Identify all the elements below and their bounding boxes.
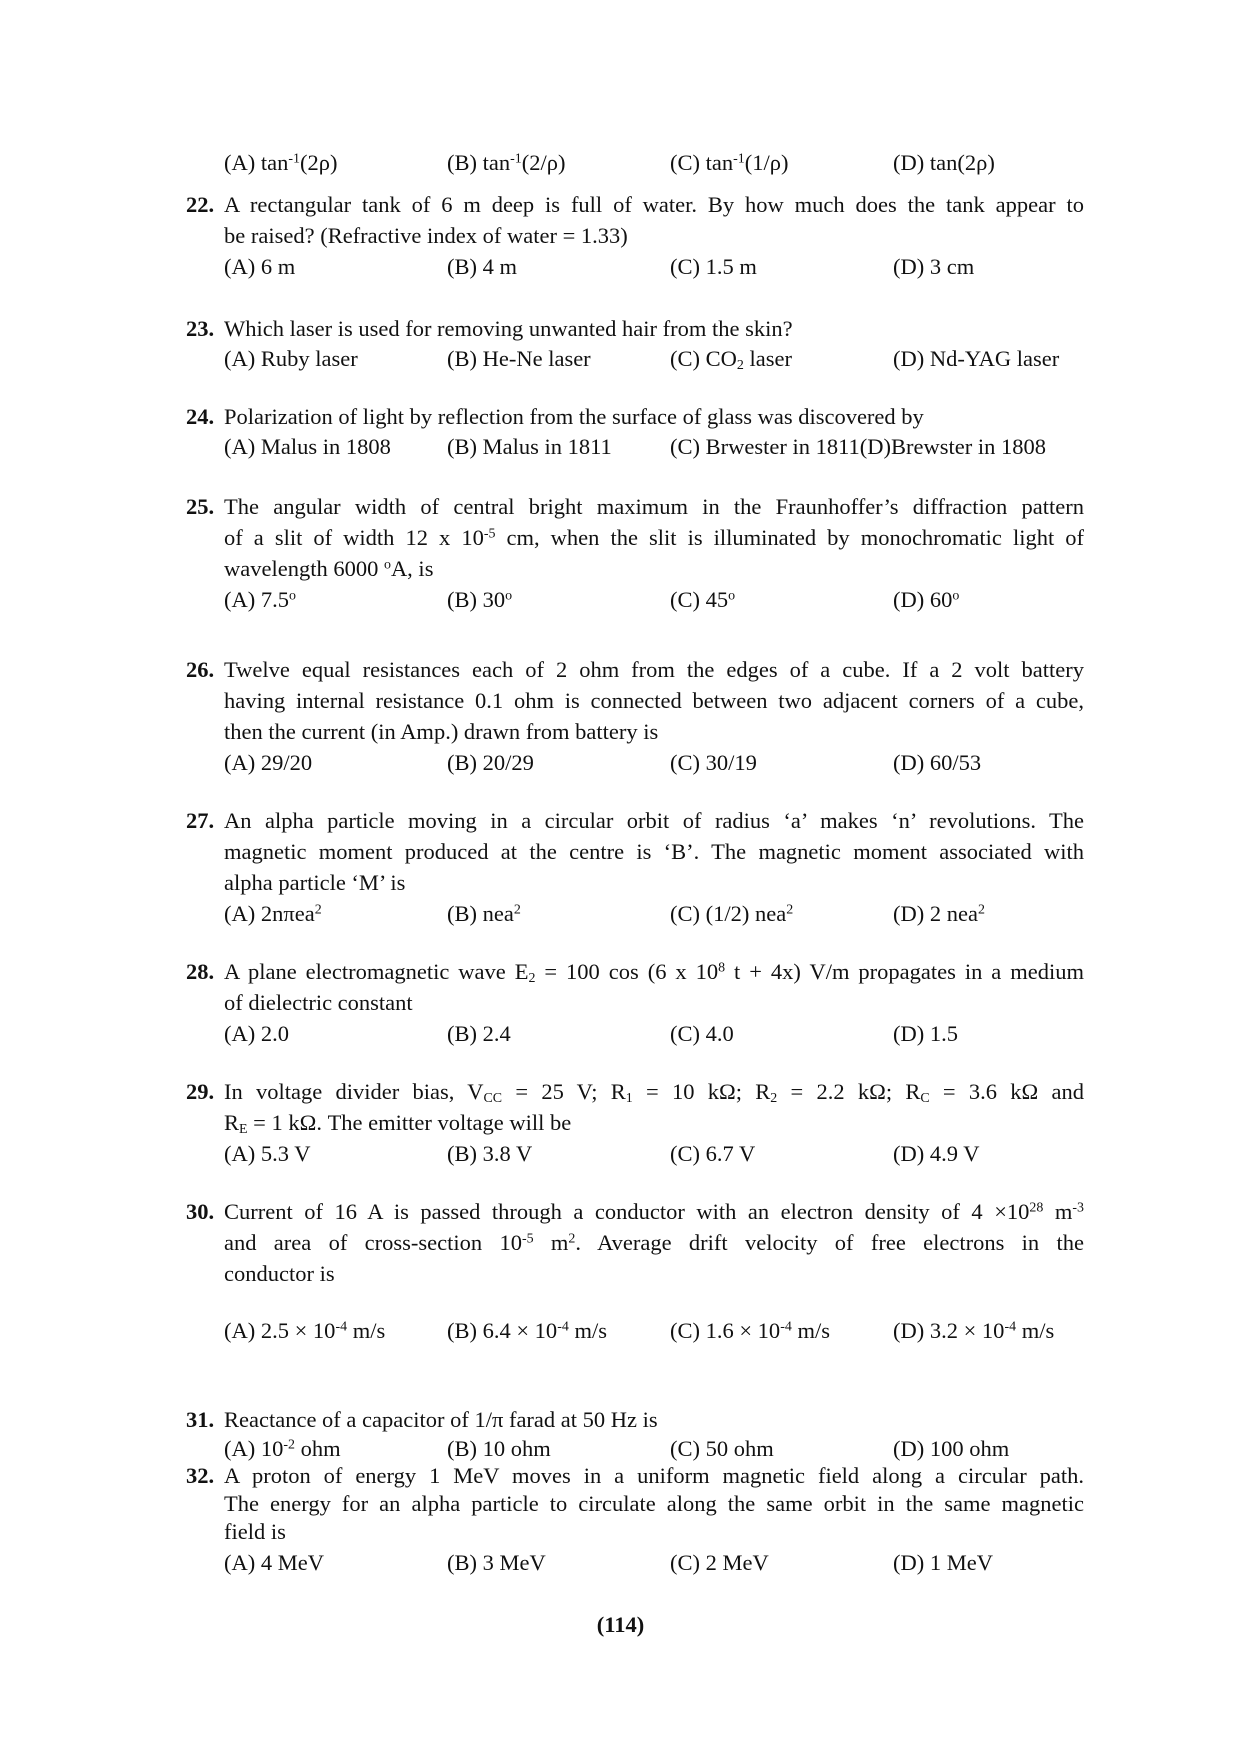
question-text: magnetic moment produced at the centre is ‘B’. The magnetic moment associated with <box>224 839 1084 864</box>
q32-option-b: (B) 3 MeV <box>447 1550 546 1575</box>
q23-option-d: (D) Nd-YAG laser <box>893 346 1060 371</box>
question-number: 32. <box>186 1463 215 1488</box>
q23-option-c: (C) $CO_2$ laser <box>670 346 792 373</box>
question-31 <box>186 1404 1084 1435</box>
q32-option-d: (D) 1 MeV <box>893 1550 993 1575</box>
q28-option-c: (C) 4.0 <box>670 1021 734 1046</box>
question-text: be raised? (Refractive index of water = 1.33) <box>224 223 628 248</box>
question-number: 28. <box>186 959 215 984</box>
q25-option-d: (D) 60$^o$ <box>893 587 960 612</box>
q27-option-c: (C) (1/2) nea$^2$ <box>670 901 794 926</box>
q25-option-c: (C) 45$^o$ <box>670 587 736 612</box>
q21-option-c: (C) $\tan^{-1}(1/\rho)$ <box>670 150 789 175</box>
q22-option-a: (A) 6 m <box>224 254 296 279</box>
q23-option-a: (A) Ruby laser <box>224 346 358 371</box>
q22-option-d: (D) 3 cm <box>893 254 975 279</box>
question-text: Polarization of light by reflection from the surface of glass was discovered by <box>224 404 924 429</box>
question-number: 29. <box>186 1079 215 1104</box>
question-28 <box>186 956 1084 1015</box>
question-24 <box>186 401 1084 432</box>
q27-option-a: (A) 2nπea$^2$ <box>224 901 322 926</box>
q22-options <box>224 251 1104 282</box>
q27-option-d: (D) 2 nea$^2$ <box>893 901 985 926</box>
q23-options <box>224 343 1104 374</box>
question-number: 22. <box>186 192 215 217</box>
question-number: 23. <box>186 316 215 341</box>
q25-options <box>224 584 1104 615</box>
question-text: wavelength 6000 $^o$A, is <box>224 556 434 581</box>
question-26 <box>186 654 1084 744</box>
q28-options <box>224 1018 1104 1049</box>
q21-options <box>224 147 1104 178</box>
question-text: The angular width of central bright maximum in the Fraunhoffer’s diffraction pattern <box>224 494 1084 519</box>
q32-option-a: (A) 4 MeV <box>224 1550 324 1575</box>
q29-options <box>224 1138 1104 1169</box>
question-text: field is <box>224 1519 286 1544</box>
question-30 <box>186 1196 1084 1286</box>
q30-option-b: (B) $6.4 \times 10^{-4}$ m/s <box>447 1318 607 1343</box>
question-29 <box>186 1076 1085 1137</box>
question-text: and area of cross-section $10^{-5}$ $m^2$. Average drift velocity of free electrons in the <box>224 1230 1084 1255</box>
question-number: 25. <box>186 494 215 519</box>
q29-option-b: (B) 3.8 V <box>447 1141 533 1166</box>
q21-option-d: (D) tan(2ρ) <box>893 150 995 175</box>
q31-options <box>224 1433 1104 1464</box>
q32-option-c: (C) 2 MeV <box>670 1550 769 1575</box>
question-text: Which laser is used for removing unwanted hair from the skin? <box>224 316 793 341</box>
q21-option-b: (B) $\tan^{-1}(2/\rho)$ <box>447 150 566 175</box>
q28-option-a: (A) 2.0 <box>224 1021 289 1046</box>
q26-option-c: (C) 30/19 <box>670 750 757 775</box>
q26-option-a: (A) 29/20 <box>224 750 313 775</box>
question-25 <box>186 491 1085 581</box>
question-text: Current of 16 A is passed through a conductor with an electron density of $4 \times 10^{28}$ $m^{-3}$ <box>224 1199 1084 1224</box>
question-text: having internal resistance 0.1 ohm is connected between two adjacent corners of a cube, <box>224 688 1084 713</box>
q24-option-a: (A) Malus in 1808 <box>224 434 391 459</box>
q31-option-c: (C) 50 ohm <box>670 1436 774 1461</box>
page-number: (114) <box>596 1612 645 1637</box>
q21-option-a: (A) $\tan^{-1}(2\rho)$ <box>224 150 338 175</box>
question-number: 27. <box>186 808 215 833</box>
q25-option-b: (B) 30$^o$ <box>447 587 513 612</box>
q30-options <box>224 1315 1104 1346</box>
question-text: of dielectric constant <box>224 990 413 1015</box>
q28-option-d: (D) 1.5 <box>893 1021 958 1046</box>
question-text: The energy for an alpha particle to circulate along the same orbit in the same magnetic <box>224 1491 1084 1516</box>
q26-option-b: (B) 20/29 <box>447 750 534 775</box>
question-27 <box>186 805 1084 895</box>
q29-option-a: (A) 5.3 V <box>224 1141 311 1166</box>
question-number: 26. <box>186 657 215 682</box>
question-text: then the current (in Amp.) drawn from battery is <box>224 719 659 744</box>
q29-option-c: (C) 6.7 V <box>670 1141 756 1166</box>
question-text: A plane electromagnetic wave $E_2 = 100$ cos (6 x $10^8$ t + 4x) V/m propagates in a medium <box>224 959 1084 986</box>
question-text: alpha particle ‘M’ is <box>224 870 406 895</box>
question-text: A proton of energy 1 MeV moves in a uniform magnetic field along a circular path. <box>224 1463 1084 1488</box>
question-number: 24. <box>186 404 215 429</box>
q28-option-b: (B) 2.4 <box>447 1021 511 1046</box>
question-text: A rectangular tank of 6 m deep is full of water. By how much does the tank appear to <box>224 192 1084 217</box>
question-text: Reactance of a capacitor of 1/π farad at 50 Hz is <box>224 1407 658 1432</box>
q31-option-d: (D) 100 ohm <box>893 1436 1010 1461</box>
question-text: In voltage divider bias, $V_{CC} = 25$ V; $R_1 = 10$ kΩ; $R_2 = 2.2$ kΩ; $R_C = 3.6$ kΩ and <box>224 1079 1085 1106</box>
q24-option-b: (B) Malus in 1811 <box>447 434 612 459</box>
question-text: $R_E = 1$ kΩ. The emitter voltage will be <box>224 1110 572 1137</box>
question-text: An alpha particle moving in a circular orbit of radius ‘a’ makes ‘n’ revolutions. The <box>224 808 1084 833</box>
q22-option-b: (B) 4 m <box>447 254 517 279</box>
q24-option-c-d: (C) Brwester in 1811(D)Brewster in 1808 <box>670 434 1046 459</box>
question-32 <box>186 1462 1084 1544</box>
question-text: of a slit of width 12 x $10^{-5}$ cm, when the slit is illuminated by monochromatic light of <box>224 525 1085 550</box>
question-number: 31. <box>186 1407 215 1432</box>
question-text: Twelve equal resistances each of 2 ohm from the edges of a cube. If a 2 volt battery <box>224 657 1084 682</box>
q23-option-b: (B) He-Ne laser <box>447 346 591 371</box>
q26-option-d: (D) 60/53 <box>893 750 982 775</box>
question-number: 30. <box>186 1199 215 1224</box>
question-22 <box>186 189 1084 248</box>
q25-option-a: (A) 7.5$^o$ <box>224 587 296 612</box>
question-23 <box>186 313 1084 344</box>
q27-option-b: (B) nea$^2$ <box>447 901 521 926</box>
q26-options <box>224 747 1104 778</box>
q31-option-a: (A) $10^{-2}$ ohm <box>224 1436 341 1461</box>
q31-option-b: (B) 10 ohm <box>447 1436 551 1461</box>
q29-option-d: (D) 4.9 V <box>893 1141 980 1166</box>
q30-option-d: (D) $3.2 \times 10^{-4}$ m/s <box>893 1318 1055 1343</box>
q32-options <box>224 1547 1104 1578</box>
q27-options <box>224 898 1104 929</box>
q30-option-c: (C) $1.6 \times 10^{-4}$ m/s <box>670 1318 830 1343</box>
question-text: conductor is <box>224 1261 335 1286</box>
q30-option-a: (A) $2.5 \times 10^{-4}$ m/s <box>224 1318 386 1343</box>
q22-option-c: (C) 1.5 m <box>670 254 757 279</box>
q24-options <box>224 431 1104 462</box>
